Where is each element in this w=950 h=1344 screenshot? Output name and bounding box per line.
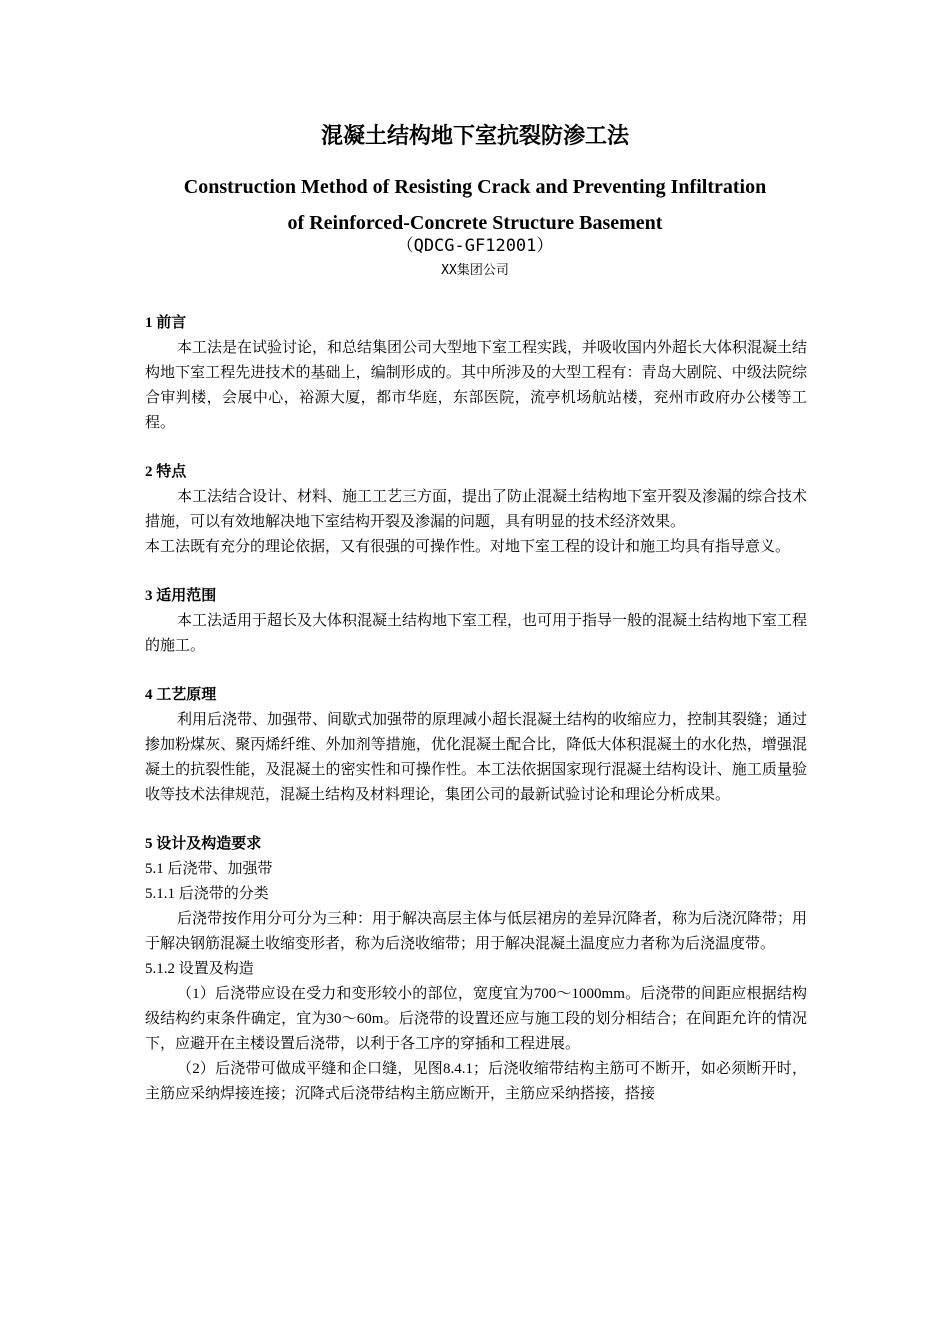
- subsection-heading-5-1: 5.1 后浇带、加强带: [145, 861, 273, 877]
- section-1-paragraph: 本工法是在试验讨论，和总结集团公司大型地下室工程实践，并吸收国内外超长大体积混凝土结构地下室工程先进技术的基础上，编制形成的。其中所涉及的大型工程有：青岛大剧院、中级法院综合审判楼，会展中心，裕源大厦，都市华庭，东部医院，流亭机场航站楼，兖州市政府办公楼等工程。: [145, 340, 808, 431]
- document-title-english-line2: of Reinforced-Concrete Structure Basement: [287, 212, 663, 234]
- subsection-heading-5-1-2: 5.1.2 设置及构造: [145, 961, 254, 977]
- section-heading-1: 1 前言: [145, 315, 187, 331]
- document-body: [145, 311, 807, 1107]
- document-code: （QDCG-GF12001）: [396, 236, 554, 256]
- document-title-chinese: 混凝土结构地下室抗裂防渗工法: [320, 124, 629, 149]
- section-4-paragraph: 利用后浇带、加强带、间歇式加强带的原理减小超长混凝土结构的收缩应力，控制其裂缝；通过掺加粉煤灰、聚丙烯纤维、外加剂等措施，优化混凝土配合比，降低大体积混凝土的水化热，增强混凝土的抗裂性能，及混凝土的密实性和可操作性。本工法依据国家现行混凝土结构设计、施工质量验收等技术法律规范，混凝土结构及材料理论，集团公司的最新试验讨论和理论分析成果。: [145, 712, 808, 803]
- section-5-1-1-paragraph: 后浇带按作用分可分为三种：用于解决高层主体与低层裙房的差异沉降者，称为后浇沉降带；用于解决钢筋混凝土收缩变形者，称为后浇收缩带；用于解决混凝土温度应力者称为后浇温度带。: [145, 911, 808, 952]
- section-heading-5: 5 设计及构造要求: [145, 836, 262, 852]
- section-heading-4: 4 工艺原理: [145, 687, 217, 703]
- section-3-paragraph: 本工法适用于超长及大体积混凝土结构地下室工程，也可用于指导一般的混凝土结构地下室工程的施工。: [145, 613, 808, 654]
- section-heading-3: 3 适用范围: [145, 588, 217, 604]
- section-5-1-2-paragraph-2: （2）后浇带可做成平缝和企口缝，见图8.4.1；后浇收缩带结构主筋可不断开，如必须断开时，主筋应采纳焊接连接；沉降式后浇带结构主筋应断开，主筋应采纳搭接，搭接: [145, 1061, 807, 1102]
- document-title-english-line1: Construction Method of Resisting Crack and Preventing Infiltration: [183, 176, 767, 198]
- subsection-heading-5-1-1: 5.1.1 后浇带的分类: [145, 886, 269, 902]
- company-name: XX集团公司: [441, 263, 509, 278]
- section-5-1-2-paragraph-1: （1）后浇带应设在受力和变形较小的部位，宽度宜为700～1000mm。后浇带的间距应根据结构级结构约束条件确定，宜为30～60m。后浇带的设置还应与施工段的划分相结合；在间距允许的情况下，应避开在主楼设置后浇带，以利于各工序的穿插和工程进展。: [145, 986, 807, 1052]
- section-heading-2: 2 特点: [145, 464, 187, 480]
- section-2-paragraph-1: 本工法结合设计、材料、施工工艺三方面，提出了防止混凝土结构地下室开裂及渗漏的综合技术措施，可以有效地解决地下室结构开裂及渗漏的问题，具有明显的技术经济效果。: [145, 489, 808, 530]
- section-2-paragraph-2: 本工法既有充分的理论依据，又有很强的可操作性。对地下室工程的设计和施工均具有指导意义。: [145, 539, 791, 555]
